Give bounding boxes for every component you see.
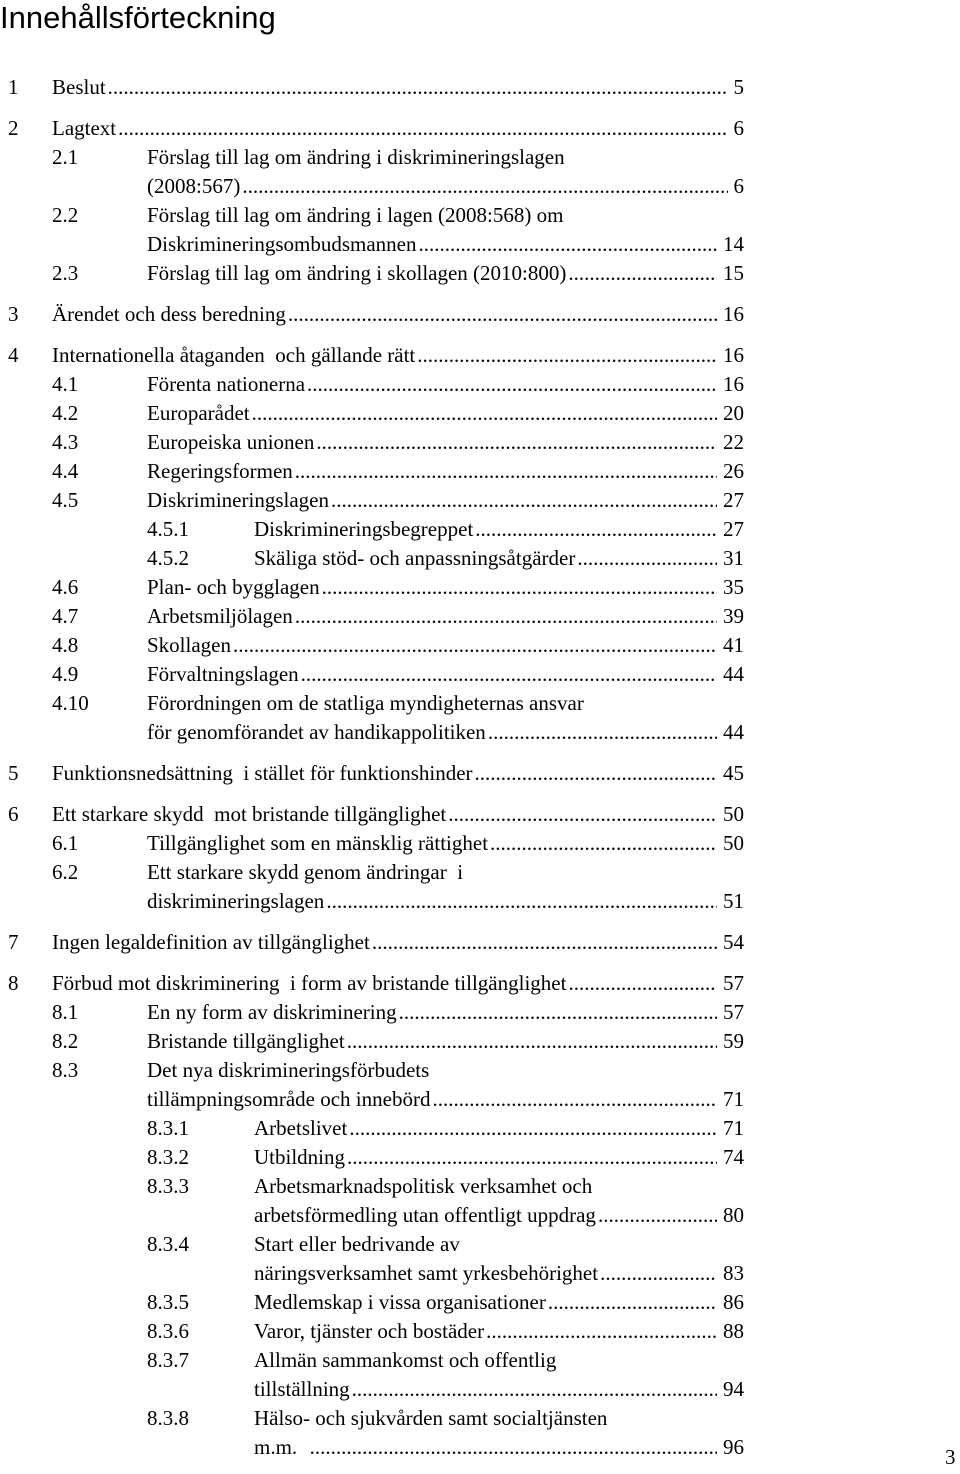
toc-entry-number: 2.1 (52, 145, 79, 169)
dot-leader (316, 428, 717, 456)
toc-entry-page: 50 (723, 831, 744, 855)
toc-entry-page: 57 (723, 1000, 744, 1024)
toc-entry-number: 6.1 (52, 831, 79, 855)
toc-entry-title: Bristande tillgänglighet (147, 1029, 345, 1053)
dot-leader (352, 1375, 717, 1403)
dot-leader (568, 969, 717, 997)
toc-entry-number: 4.7 (52, 604, 79, 628)
toc-entry-title: diskrimineringslagen (147, 889, 325, 913)
toc-entry-number: 4.4 (52, 459, 79, 483)
dot-leader (288, 300, 717, 328)
toc-entry-page: 27 (723, 488, 744, 512)
toc-entry-number: 8.3.2 (147, 1145, 189, 1169)
toc-entry-title: Skollagen (147, 633, 231, 657)
dot-leader (399, 998, 717, 1026)
toc-entry-number: 8.3.8 (147, 1406, 189, 1430)
dot-leader (252, 399, 717, 427)
dot-leader (418, 230, 717, 258)
dot-leader (108, 73, 728, 101)
dot-leader (448, 800, 717, 828)
toc-entry-title: Ingen legaldefinition av tillgänglighet (52, 930, 370, 954)
dot-leader (600, 1259, 717, 1287)
toc-entry-number: 2.3 (52, 261, 79, 285)
toc-entry-page: 16 (723, 302, 744, 326)
toc-entry-page: 6 (733, 174, 744, 198)
dot-leader (490, 829, 717, 857)
dot-leader (322, 573, 717, 601)
toc-entry-page: 26 (723, 459, 744, 483)
toc-entry-page: 54 (723, 930, 744, 954)
toc-entry-title: Diskrimineringsbegreppet (254, 517, 474, 541)
toc-entry-number: 1 (8, 75, 19, 99)
toc-entry-page: 59 (723, 1029, 744, 1053)
dot-leader (347, 1143, 717, 1171)
dot-leader (432, 1085, 717, 1113)
toc-entry-title: Regeringsformen (147, 459, 293, 483)
toc-entry-title: Förvaltningslagen (147, 662, 299, 686)
toc-entry-title: för genomförandet av handikappolitiken (147, 720, 486, 744)
toc-entry-title: näringsverksamhet samt yrkesbehörighet (254, 1261, 599, 1285)
toc-entry-title: Förenta nationerna (147, 372, 306, 396)
dot-leader (307, 370, 717, 398)
toc-entry-number: 5 (8, 761, 19, 785)
toc-entry-number: 4.3 (52, 430, 79, 454)
toc-entry-title: Förslag till lag om ändring i skollagen (2010:800) (147, 261, 567, 285)
toc-entry-number: 8.3.1 (147, 1116, 189, 1140)
toc-entry-number: 8.3.3 (147, 1174, 189, 1198)
dot-leader (475, 759, 717, 787)
toc-entry-title: Allmän sammankomst och offentlig (254, 1348, 557, 1372)
toc-entry-page: 74 (723, 1145, 744, 1169)
toc-entry-title: Tillgänglighet som en mänsklig rättighet (147, 831, 489, 855)
toc-entry-title: Förbud mot diskriminering i form av bristande tillgänglighet (52, 971, 567, 995)
toc-entry-number: 8 (8, 971, 19, 995)
toc-entry-number: 8.3.4 (147, 1232, 189, 1256)
toc-entry-page: 14 (723, 232, 744, 256)
toc-entry-title: Funktionsnedsättning i stället för funktionshinder (52, 761, 473, 785)
dot-leader (118, 114, 727, 142)
toc-entry-number: 4.8 (52, 633, 79, 657)
toc-entry-title: Arbetsmiljölagen (147, 604, 293, 628)
toc-entry-title: Europarådet (147, 401, 250, 425)
toc-entry-title: Diskrimineringslagen (147, 488, 329, 512)
toc-entry-title: Arbetsmarknadspolitisk verksamhet och (254, 1174, 593, 1198)
dot-leader (568, 259, 717, 287)
toc-entry-page: 50 (723, 802, 744, 826)
page-number: 3 (945, 1445, 956, 1469)
toc-entry-title: En ny form av diskriminering (147, 1000, 397, 1024)
toc-entry-page: 31 (723, 546, 744, 570)
toc-entry-page: 22 (723, 430, 744, 454)
toc-entry-page: 44 (723, 720, 744, 744)
toc-entry-number: 4.5 (52, 488, 79, 512)
toc-entry-title: Hälso- och sjukvården samt socialtjänsten (254, 1406, 608, 1430)
dot-leader (577, 544, 717, 572)
toc-entry-title: Diskrimineringsombudsmannen (147, 232, 417, 256)
toc-entry-title: Utbildning (254, 1145, 346, 1169)
toc-entry-number: 4.10 (52, 691, 89, 715)
toc-entry-number: 3 (8, 302, 19, 326)
toc-entry-title: Skäliga stöd- och anpassningsåtgärder (254, 546, 576, 570)
dot-leader (295, 457, 717, 485)
toc-entry-title: m.m. (254, 1435, 308, 1459)
dot-leader (331, 486, 717, 514)
toc-entry-page: 96 (723, 1435, 744, 1459)
dot-leader (475, 515, 717, 543)
toc-entry-page: 16 (723, 372, 744, 396)
toc-entry-page: 41 (723, 633, 744, 657)
toc-entry-page: 45 (723, 761, 744, 785)
toc-entry-number: 8.1 (52, 1000, 79, 1024)
dot-leader (488, 718, 717, 746)
dot-leader (295, 602, 717, 630)
toc-entry-number: 2.2 (52, 203, 79, 227)
toc-entry-title: Förslag till lag om ändring i lagen (2008:568) om (147, 203, 564, 227)
toc-entry-number: 4.1 (52, 372, 79, 396)
toc-entry-page: 16 (723, 343, 744, 367)
toc-entry-page: 57 (723, 971, 744, 995)
toc-entry-title: Plan- och bygglagen (147, 575, 320, 599)
toc-entry-number: 4 (8, 343, 19, 367)
toc-entry-page: 6 (733, 116, 744, 140)
toc-entry-number: 4.2 (52, 401, 79, 425)
toc-entry-page: 51 (723, 889, 744, 913)
toc-entry-number: 8.3.5 (147, 1290, 189, 1314)
dot-leader (372, 928, 717, 956)
toc-entry-page: 39 (723, 604, 744, 628)
toc-entry-number: 2 (8, 116, 19, 140)
dot-leader (301, 660, 717, 688)
toc-entry-page: 83 (723, 1261, 744, 1285)
toc-entry-title: Varor, tjänster och bostäder (254, 1319, 485, 1343)
toc-entry-title: Beslut (52, 75, 106, 99)
dot-leader (598, 1201, 717, 1229)
toc-entry-number: 6.2 (52, 860, 79, 884)
toc-entry-title: Internationella åtaganden och gällande rätt (52, 343, 416, 367)
dot-leader (349, 1114, 717, 1142)
dot-leader (417, 341, 717, 369)
toc-entry-title: Arbetslivet (254, 1116, 348, 1140)
toc-entry-title: Förordningen om de statliga myndigheternas ansvar (147, 691, 584, 715)
dot-leader (242, 172, 727, 200)
toc-entry-title: Förslag till lag om ändring i diskrimineringslagen (147, 145, 565, 169)
toc-entry-number: 6 (8, 802, 19, 826)
dot-leader (310, 1433, 717, 1461)
toc-entry-page: 5 (733, 75, 744, 99)
toc-entry-number: 8.2 (52, 1029, 79, 1053)
dot-leader (486, 1317, 717, 1345)
toc-entry-title: Ett starkare skydd mot bristande tillgänglighet (52, 802, 447, 826)
toc-entry-title: Start eller bedrivande av (254, 1232, 460, 1256)
toc-entry-title: Ärendet och dess beredning (52, 302, 286, 326)
toc-entry-title: tillämpningsområde och innebörd (147, 1087, 431, 1111)
toc-entry-title: (2008:567) (147, 174, 241, 198)
toc-entry-number: 8.3.6 (147, 1319, 189, 1343)
toc-entry-title: Ett starkare skydd genom ändringar i (147, 860, 464, 884)
toc-entry-title: Lagtext (52, 116, 117, 140)
toc-entry-page: 27 (723, 517, 744, 541)
dot-leader (347, 1027, 717, 1055)
toc-entry-number: 8.3.7 (147, 1348, 189, 1372)
toc-entry-title: Medlemskap i vissa organisationer (254, 1290, 546, 1314)
toc-entry-number: 8.3 (52, 1058, 79, 1082)
toc-entry-page: 88 (723, 1319, 744, 1343)
toc-entry-number: 7 (8, 930, 19, 954)
dot-leader (326, 887, 717, 915)
toc-entry-title: tillställning (254, 1377, 350, 1401)
toc-entry-page: 35 (723, 575, 744, 599)
toc-entry-page: 94 (723, 1377, 744, 1401)
page-title: Innehållsförteckning (0, 0, 276, 35)
toc-entry-title: Det nya diskrimineringsförbudets (147, 1058, 430, 1082)
toc-entry-title: arbetsförmedling utan offentligt uppdrag (254, 1203, 596, 1227)
toc-entry-title: Europeiska unionen (147, 430, 315, 454)
toc-entry-page: 71 (723, 1087, 744, 1111)
toc-entry-number: 4.5.1 (147, 517, 189, 541)
toc-entry-number: 4.5.2 (147, 546, 189, 570)
toc-entry-page: 44 (723, 662, 744, 686)
toc-entry-page: 80 (723, 1203, 744, 1227)
toc-entry-number: 4.9 (52, 662, 79, 686)
toc-entry-page: 86 (723, 1290, 744, 1314)
toc-entry-page: 71 (723, 1116, 744, 1140)
dot-leader (233, 631, 717, 659)
toc-entry-page: 20 (723, 401, 744, 425)
toc-entry-number: 4.6 (52, 575, 79, 599)
toc-entry-page: 15 (723, 261, 744, 285)
dot-leader (548, 1288, 717, 1316)
